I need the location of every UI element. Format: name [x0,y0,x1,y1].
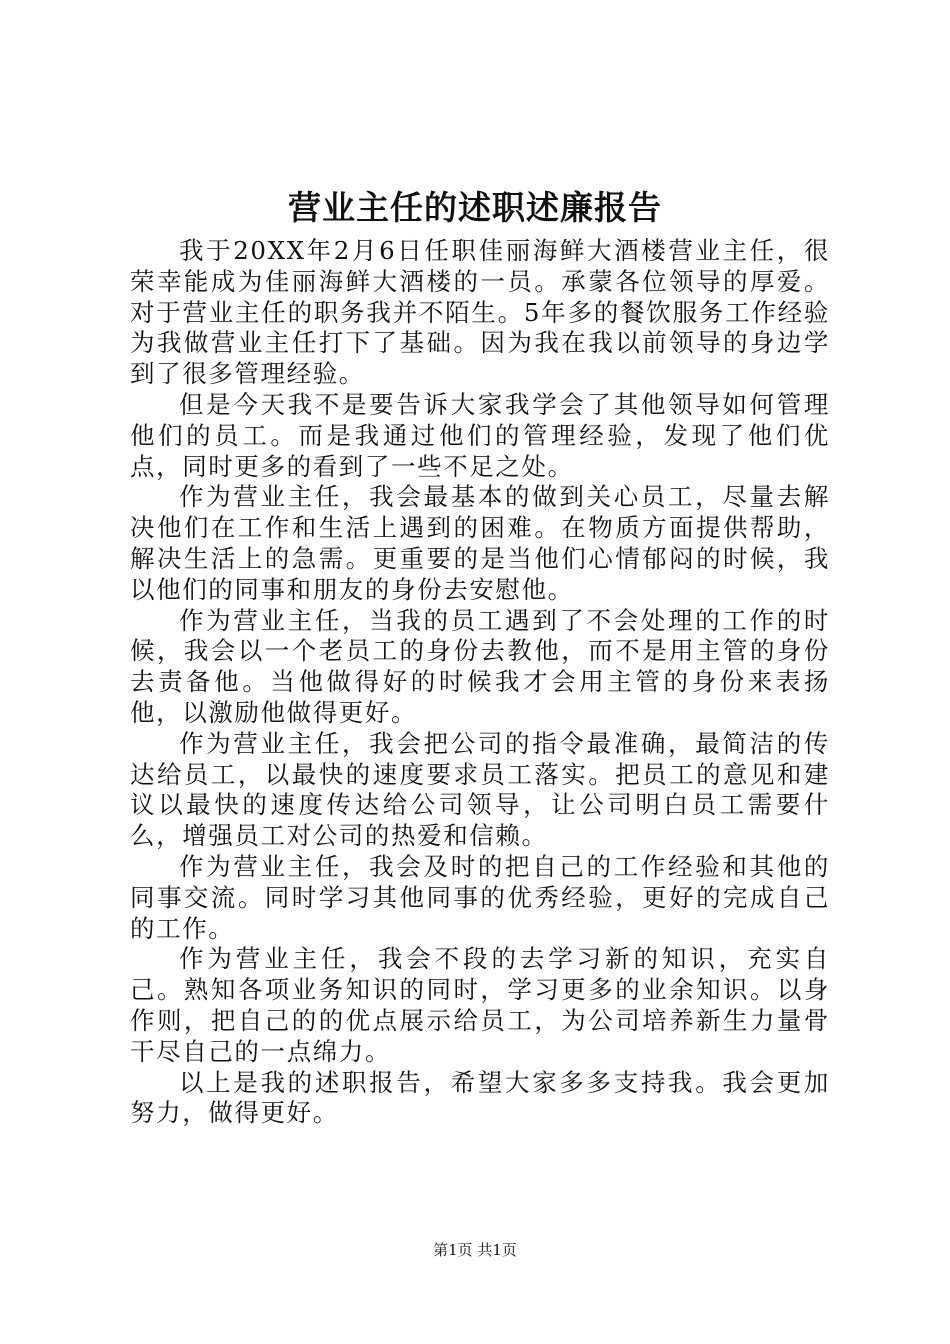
paragraph-3: 作为营业主任，我会最基本的做到关心员工，尽量去解决他们在工作和生活上遇到的困难。在物质方面提供帮助，解决生活上的急需。更重要的是当他们心情郁闷的时候，我以他们的同事和朋友的身份去安慰他。 [130,482,830,604]
page-footer: 第1页 共1页 [433,1241,517,1259]
paragraph-5: 作为营业主任，我会把公司的指令最准确，最简洁的传达给员工，以最快的速度要求员工落实。把员工的意见和建议以最快的速度传达给公司领导，让公司明白员工需要什么，增强员工对公司的热爱和信赖。 [130,728,830,851]
document-body [130,236,830,1129]
paragraph-4: 作为营业主任，当我的员工遇到了不会处理的工作的时候，我会以一个老员工的身份去教他，而不是用主管的身份去责备他。当他做得好的时候我才会用主管的身份来表扬他，以激励他做得更好。 [130,605,830,727]
paragraph-2: 但是今天我不是要告诉大家我学会了其他领导如何管理他们的员工。而是我通过他们的管理经验，发现了他们优点，同时更多的看到了一些不足之处。 [130,389,830,481]
document-title: 营业主任的述职述廉报告 [288,188,662,227]
paragraph-8: 以上是我的述职报告，希望大家多多支持我。我会更加努力，做得更好。 [130,1067,830,1128]
paragraph-7: 作为营业主任，我会不段的去学习新的知识，充实自己。熟知各项业务知识的同时，学习更多的业余知识。以身作则，把自己的的优点展示给员工，为公司培养新生力量骨干尽自己的一点绵力。 [130,944,830,1066]
paragraph-6: 作为营业主任，我会及时的把自己的工作经验和其他的同事交流。同时学习其他同事的优秀经验，更好的完成自己的工作。 [130,851,830,943]
paragraph-1: 我于20XX年2月6日任职佳丽海鲜大酒楼营业主任，很荣幸能成为佳丽海鲜大酒楼的一员。承蒙各位领导的厚爱。对于营业主任的职务我并不陌生。5年多的餐饮服务工作经验为我做营业主任打下了基础。因为我在我以前领导的身边学到了很多管理经验。 [130,236,830,389]
